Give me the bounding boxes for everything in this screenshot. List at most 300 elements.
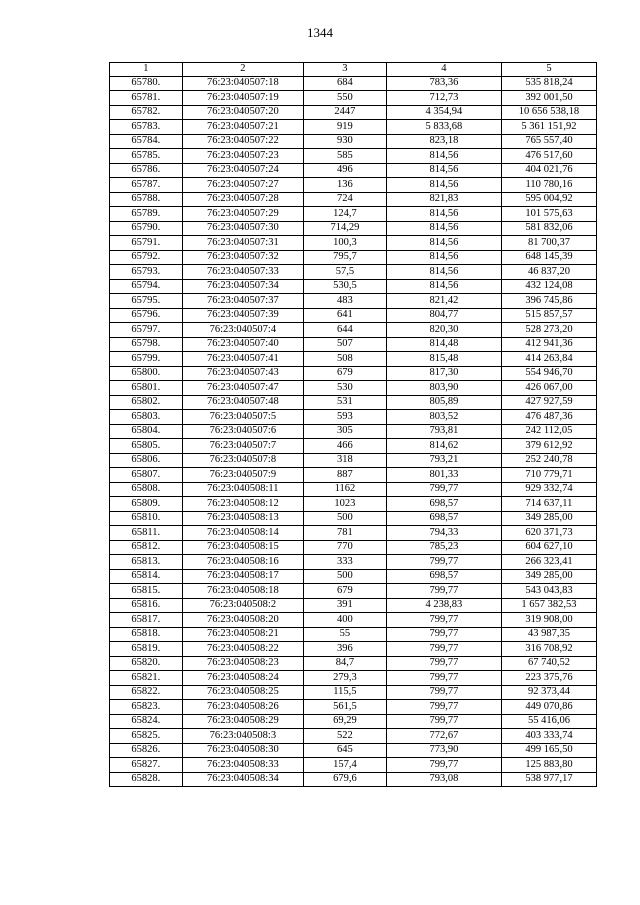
row-number-cell: 65828.: [110, 772, 183, 787]
area-cell: 684: [303, 76, 386, 91]
unit-value-cell: 814,56: [386, 265, 501, 280]
area-cell: 2447: [303, 105, 386, 120]
table-row: [110, 395, 597, 410]
row-number-cell: 65820.: [110, 656, 183, 671]
unit-value-cell: 799,77: [386, 656, 501, 671]
table-row: [110, 381, 597, 396]
row-number-cell: 65805.: [110, 439, 183, 454]
cadastral-number-cell: 76:23:040507:28: [182, 192, 303, 207]
area-cell: 522: [303, 729, 386, 744]
unit-value-cell: 799,77: [386, 642, 501, 657]
area-cell: 496: [303, 163, 386, 178]
area-cell: 400: [303, 613, 386, 628]
row-number-cell: 65802.: [110, 395, 183, 410]
unit-value-cell: 698,57: [386, 497, 501, 512]
table-row: [110, 105, 597, 120]
row-number-cell: 65780.: [110, 76, 183, 91]
cadastral-number-cell: 76:23:040507:27: [182, 178, 303, 193]
unit-value-cell: 817,30: [386, 366, 501, 381]
table-row: [110, 207, 597, 222]
table-row: [110, 120, 597, 135]
table-row: [110, 656, 597, 671]
table-row: [110, 439, 597, 454]
area-cell: 714,29: [303, 221, 386, 236]
area-cell: 641: [303, 308, 386, 323]
cadastral-value-cell: 499 165,50: [501, 743, 596, 758]
row-number-cell: 65808.: [110, 482, 183, 497]
cadastral-value-cell: 10 656 538,18: [501, 105, 596, 120]
unit-value-cell: 814,56: [386, 221, 501, 236]
column-header: 1: [110, 63, 183, 77]
area-cell: 100,3: [303, 236, 386, 251]
column-header: 5: [501, 63, 596, 77]
unit-value-cell: 814,56: [386, 279, 501, 294]
unit-value-cell: 799,77: [386, 482, 501, 497]
unit-value-cell: 804,77: [386, 308, 501, 323]
area-cell: 55: [303, 627, 386, 642]
cadastral-value-cell: 316 708,92: [501, 642, 596, 657]
unit-value-cell: 814,56: [386, 236, 501, 251]
area-cell: 644: [303, 323, 386, 338]
row-number-cell: 65818.: [110, 627, 183, 642]
area-cell: 679: [303, 366, 386, 381]
table-row: [110, 178, 597, 193]
row-number-cell: 65826.: [110, 743, 183, 758]
cadastral-number-cell: 76:23:040508:25: [182, 685, 303, 700]
row-number-cell: 65801.: [110, 381, 183, 396]
area-cell: 530,5: [303, 279, 386, 294]
row-number-cell: 65781.: [110, 91, 183, 106]
cadastral-value-cell: 432 124,08: [501, 279, 596, 294]
cadastral-value-cell: 476 517,60: [501, 149, 596, 164]
area-cell: 561,5: [303, 700, 386, 715]
cadastral-value-cell: 5 361 151,92: [501, 120, 596, 135]
cadastral-value-cell: 403 333,74: [501, 729, 596, 744]
table-row: [110, 584, 597, 599]
unit-value-cell: 803,90: [386, 381, 501, 396]
unit-value-cell: 793,21: [386, 453, 501, 468]
unit-value-cell: 799,77: [386, 714, 501, 729]
table-row: [110, 424, 597, 439]
row-number-cell: 65804.: [110, 424, 183, 439]
cadastral-number-cell: 76:23:040508:15: [182, 540, 303, 555]
unit-value-cell: 814,62: [386, 439, 501, 454]
cadastral-number-cell: 76:23:040508:29: [182, 714, 303, 729]
table-row: [110, 540, 597, 555]
cadastral-number-cell: 76:23:040507:8: [182, 453, 303, 468]
unit-value-cell: 799,77: [386, 627, 501, 642]
unit-value-cell: 785,23: [386, 540, 501, 555]
cadastral-number-cell: 76:23:040507:23: [182, 149, 303, 164]
unit-value-cell: 814,56: [386, 250, 501, 265]
row-number-cell: 65827.: [110, 758, 183, 773]
cadastral-value-cell: 379 612,92: [501, 439, 596, 454]
table-row: [110, 76, 597, 91]
row-number-cell: 65807.: [110, 468, 183, 483]
unit-value-cell: 805,89: [386, 395, 501, 410]
cadastral-number-cell: 76:23:040508:34: [182, 772, 303, 787]
area-cell: 531: [303, 395, 386, 410]
row-number-cell: 65819.: [110, 642, 183, 657]
unit-value-cell: 799,77: [386, 685, 501, 700]
area-cell: 530: [303, 381, 386, 396]
table-row: [110, 772, 597, 787]
cadastral-number-cell: 76:23:040508:14: [182, 526, 303, 541]
area-cell: 391: [303, 598, 386, 613]
cadastral-value-cell: 242 112,05: [501, 424, 596, 439]
row-number-cell: 65784.: [110, 134, 183, 149]
cadastral-number-cell: 76:23:040507:24: [182, 163, 303, 178]
unit-value-cell: 814,48: [386, 337, 501, 352]
area-cell: 69,29: [303, 714, 386, 729]
area-cell: 1023: [303, 497, 386, 512]
unit-value-cell: 698,57: [386, 511, 501, 526]
cadastral-number-cell: 76:23:040507:19: [182, 91, 303, 106]
cadastral-value-cell: 1 657 382,53: [501, 598, 596, 613]
unit-value-cell: 814,56: [386, 207, 501, 222]
cadastral-value-cell: 319 908,00: [501, 613, 596, 628]
unit-value-cell: 793,08: [386, 772, 501, 787]
cadastral-number-cell: 76:23:040507:22: [182, 134, 303, 149]
cadastral-number-cell: 76:23:040507:21: [182, 120, 303, 135]
table-row: [110, 410, 597, 425]
cadastral-number-cell: 76:23:040507:30: [182, 221, 303, 236]
cadastral-value-cell: 55 416,06: [501, 714, 596, 729]
row-number-cell: 65812.: [110, 540, 183, 555]
cadastral-number-cell: 76:23:040507:7: [182, 439, 303, 454]
area-cell: 550: [303, 91, 386, 106]
table-row: [110, 671, 597, 686]
area-cell: 919: [303, 120, 386, 135]
row-number-cell: 65785.: [110, 149, 183, 164]
table-row: [110, 192, 597, 207]
cadastral-number-cell: 76:23:040508:33: [182, 758, 303, 773]
area-cell: 57,5: [303, 265, 386, 280]
row-number-cell: 65797.: [110, 323, 183, 338]
unit-value-cell: 799,77: [386, 555, 501, 570]
cadastral-value-cell: 515 857,57: [501, 308, 596, 323]
cadastral-value-cell: 476 487,36: [501, 410, 596, 425]
area-cell: 483: [303, 294, 386, 309]
unit-value-cell: 773,90: [386, 743, 501, 758]
table-row: [110, 149, 597, 164]
cadastral-value-cell: 404 021,76: [501, 163, 596, 178]
table-row: [110, 642, 597, 657]
cadastral-value-cell: 449 070,86: [501, 700, 596, 715]
table-row: [110, 598, 597, 613]
row-number-cell: 65799.: [110, 352, 183, 367]
unit-value-cell: 803,52: [386, 410, 501, 425]
cadastral-number-cell: 76:23:040507:4: [182, 323, 303, 338]
row-number-cell: 65792.: [110, 250, 183, 265]
row-number-cell: 65790.: [110, 221, 183, 236]
unit-value-cell: 821,42: [386, 294, 501, 309]
area-cell: 593: [303, 410, 386, 425]
row-number-cell: 65795.: [110, 294, 183, 309]
area-cell: 279,3: [303, 671, 386, 686]
cadastral-value-cell: 67 740,52: [501, 656, 596, 671]
table-row: [110, 366, 597, 381]
unit-value-cell: 783,36: [386, 76, 501, 91]
cadastral-value-cell: 710 779,71: [501, 468, 596, 483]
unit-value-cell: 814,56: [386, 163, 501, 178]
cadastral-number-cell: 76:23:040508:21: [182, 627, 303, 642]
row-number-cell: 65813.: [110, 555, 183, 570]
row-number-cell: 65814.: [110, 569, 183, 584]
area-cell: 585: [303, 149, 386, 164]
cadastral-value-cell: 101 575,63: [501, 207, 596, 222]
row-number-cell: 65796.: [110, 308, 183, 323]
row-number-cell: 65825.: [110, 729, 183, 744]
cadastral-value-cell: 81 700,37: [501, 236, 596, 251]
table-body: [110, 76, 597, 787]
cadastral-value-cell: 125 883,80: [501, 758, 596, 773]
area-cell: 645: [303, 743, 386, 758]
cadastral-value-cell: 46 837,20: [501, 265, 596, 280]
table-row: [110, 729, 597, 744]
cadastral-table: [109, 62, 597, 787]
table-row: [110, 743, 597, 758]
cadastral-value-cell: 414 263,84: [501, 352, 596, 367]
row-number-cell: 65821.: [110, 671, 183, 686]
area-cell: 115,5: [303, 685, 386, 700]
cadastral-value-cell: 426 067,00: [501, 381, 596, 396]
cadastral-number-cell: 76:23:040508:18: [182, 584, 303, 599]
table-row: [110, 91, 597, 106]
cadastral-number-cell: 76:23:040508:24: [182, 671, 303, 686]
row-number-cell: 65810.: [110, 511, 183, 526]
row-number-cell: 65803.: [110, 410, 183, 425]
area-cell: 507: [303, 337, 386, 352]
row-number-cell: 65788.: [110, 192, 183, 207]
row-number-cell: 65800.: [110, 366, 183, 381]
cadastral-number-cell: 76:23:040508:2: [182, 598, 303, 613]
cadastral-number-cell: 76:23:040508:11: [182, 482, 303, 497]
cadastral-number-cell: 76:23:040507:5: [182, 410, 303, 425]
unit-value-cell: 801,33: [386, 468, 501, 483]
unit-value-cell: 698,57: [386, 569, 501, 584]
cadastral-value-cell: 538 977,17: [501, 772, 596, 787]
unit-value-cell: 799,77: [386, 700, 501, 715]
row-number-cell: 65794.: [110, 279, 183, 294]
cadastral-number-cell: 76:23:040508:13: [182, 511, 303, 526]
area-cell: 781: [303, 526, 386, 541]
cadastral-value-cell: 554 946,70: [501, 366, 596, 381]
area-cell: 508: [303, 352, 386, 367]
row-number-cell: 65798.: [110, 337, 183, 352]
cadastral-value-cell: 604 627,10: [501, 540, 596, 555]
row-number-cell: 65823.: [110, 700, 183, 715]
cadastral-number-cell: 76:23:040507:43: [182, 366, 303, 381]
column-header: 4: [386, 63, 501, 77]
cadastral-number-cell: 76:23:040507:29: [182, 207, 303, 222]
cadastral-number-cell: 76:23:040507:48: [182, 395, 303, 410]
area-cell: 500: [303, 569, 386, 584]
cadastral-value-cell: 412 941,36: [501, 337, 596, 352]
table-row: [110, 555, 597, 570]
cadastral-value-cell: 620 371,73: [501, 526, 596, 541]
cadastral-number-cell: 76:23:040508:3: [182, 729, 303, 744]
unit-value-cell: 4 238,83: [386, 598, 501, 613]
unit-value-cell: 814,56: [386, 178, 501, 193]
area-cell: 795,7: [303, 250, 386, 265]
cadastral-number-cell: 76:23:040507:37: [182, 294, 303, 309]
row-number-cell: 65806.: [110, 453, 183, 468]
cadastral-value-cell: 929 332,74: [501, 482, 596, 497]
cadastral-number-cell: 76:23:040508:17: [182, 569, 303, 584]
cadastral-number-cell: 76:23:040508:22: [182, 642, 303, 657]
cadastral-number-cell: 76:23:040507:9: [182, 468, 303, 483]
row-number-cell: 65793.: [110, 265, 183, 280]
unit-value-cell: 4 354,94: [386, 105, 501, 120]
cadastral-value-cell: 266 323,41: [501, 555, 596, 570]
table-row: [110, 323, 597, 338]
cadastral-number-cell: 76:23:040507:6: [182, 424, 303, 439]
cadastral-value-cell: 349 285,00: [501, 511, 596, 526]
table-row: [110, 526, 597, 541]
cadastral-value-cell: 581 832,06: [501, 221, 596, 236]
area-cell: 466: [303, 439, 386, 454]
unit-value-cell: 712,73: [386, 91, 501, 106]
row-number-cell: 65816.: [110, 598, 183, 613]
unit-value-cell: 772,67: [386, 729, 501, 744]
table-row: [110, 714, 597, 729]
table-row: [110, 453, 597, 468]
unit-value-cell: 815,48: [386, 352, 501, 367]
row-number-cell: 65809.: [110, 497, 183, 512]
unit-value-cell: 799,77: [386, 671, 501, 686]
table-row: [110, 613, 597, 628]
table-row: [110, 236, 597, 251]
row-number-cell: 65787.: [110, 178, 183, 193]
area-cell: 500: [303, 511, 386, 526]
unit-value-cell: 794,33: [386, 526, 501, 541]
area-cell: 396: [303, 642, 386, 657]
table-row: [110, 685, 597, 700]
unit-value-cell: 821,83: [386, 192, 501, 207]
table-header-row: [110, 63, 597, 77]
area-cell: 333: [303, 555, 386, 570]
cadastral-number-cell: 76:23:040507:20: [182, 105, 303, 120]
cadastral-number-cell: 76:23:040508:30: [182, 743, 303, 758]
cadastral-value-cell: 427 927,59: [501, 395, 596, 410]
table-row: [110, 250, 597, 265]
area-cell: 770: [303, 540, 386, 555]
row-number-cell: 65791.: [110, 236, 183, 251]
table-row: [110, 758, 597, 773]
cadastral-number-cell: 76:23:040507:31: [182, 236, 303, 251]
cadastral-value-cell: 349 285,00: [501, 569, 596, 584]
column-header: 3: [303, 63, 386, 77]
cadastral-number-cell: 76:23:040508:20: [182, 613, 303, 628]
row-number-cell: 65817.: [110, 613, 183, 628]
table-row: [110, 352, 597, 367]
area-cell: 1162: [303, 482, 386, 497]
table-row: [110, 468, 597, 483]
cadastral-number-cell: 76:23:040507:33: [182, 265, 303, 280]
column-header: 2: [182, 63, 303, 77]
table-row: [110, 337, 597, 352]
cadastral-number-cell: 76:23:040507:39: [182, 308, 303, 323]
table-row: [110, 279, 597, 294]
area-cell: 930: [303, 134, 386, 149]
row-number-cell: 65782.: [110, 105, 183, 120]
unit-value-cell: 799,77: [386, 584, 501, 599]
table-row: [110, 294, 597, 309]
cadastral-number-cell: 76:23:040508:23: [182, 656, 303, 671]
cadastral-number-cell: 76:23:040508:26: [182, 700, 303, 715]
table-row: [110, 308, 597, 323]
cadastral-number-cell: 76:23:040507:40: [182, 337, 303, 352]
cadastral-number-cell: 76:23:040507:47: [182, 381, 303, 396]
cadastral-value-cell: 765 557,40: [501, 134, 596, 149]
area-cell: 124,7: [303, 207, 386, 222]
area-cell: 887: [303, 468, 386, 483]
row-number-cell: 65786.: [110, 163, 183, 178]
area-cell: 84,7: [303, 656, 386, 671]
cadastral-value-cell: 714 637,11: [501, 497, 596, 512]
cadastral-value-cell: 392 001,50: [501, 91, 596, 106]
unit-value-cell: 5 833,68: [386, 120, 501, 135]
row-number-cell: 65783.: [110, 120, 183, 135]
area-cell: 318: [303, 453, 386, 468]
cadastral-value-cell: 528 273,20: [501, 323, 596, 338]
area-cell: 679: [303, 584, 386, 599]
table-row: [110, 569, 597, 584]
area-cell: 305: [303, 424, 386, 439]
table-row: [110, 511, 597, 526]
cadastral-value-cell: 543 043,83: [501, 584, 596, 599]
table-row: [110, 221, 597, 236]
unit-value-cell: 814,56: [386, 149, 501, 164]
area-cell: 724: [303, 192, 386, 207]
cadastral-number-cell: 76:23:040507:18: [182, 76, 303, 91]
area-cell: 157,4: [303, 758, 386, 773]
table-row: [110, 627, 597, 642]
unit-value-cell: 799,77: [386, 758, 501, 773]
area-cell: 136: [303, 178, 386, 193]
cadastral-value-cell: 595 004,92: [501, 192, 596, 207]
cadastral-value-cell: 396 745,86: [501, 294, 596, 309]
cadastral-number-cell: 76:23:040507:32: [182, 250, 303, 265]
table-row: [110, 163, 597, 178]
cadastral-value-cell: 43 987,35: [501, 627, 596, 642]
unit-value-cell: 793,81: [386, 424, 501, 439]
cadastral-value-cell: 223 375,76: [501, 671, 596, 686]
table-row: [110, 700, 597, 715]
cadastral-number-cell: 76:23:040508:16: [182, 555, 303, 570]
table-row: [110, 134, 597, 149]
cadastral-value-cell: 252 240,78: [501, 453, 596, 468]
cadastral-number-cell: 76:23:040507:41: [182, 352, 303, 367]
cadastral-number-cell: 76:23:040507:34: [182, 279, 303, 294]
row-number-cell: 65822.: [110, 685, 183, 700]
unit-value-cell: 799,77: [386, 613, 501, 628]
table-row: [110, 497, 597, 512]
row-number-cell: 65789.: [110, 207, 183, 222]
unit-value-cell: 820,30: [386, 323, 501, 338]
row-number-cell: 65815.: [110, 584, 183, 599]
unit-value-cell: 823,18: [386, 134, 501, 149]
table-row: [110, 482, 597, 497]
cadastral-value-cell: 648 145,39: [501, 250, 596, 265]
cadastral-value-cell: 535 818,24: [501, 76, 596, 91]
area-cell: 679,6: [303, 772, 386, 787]
row-number-cell: 65811.: [110, 526, 183, 541]
cadastral-value-cell: 110 780,16: [501, 178, 596, 193]
row-number-cell: 65824.: [110, 714, 183, 729]
cadastral-number-cell: 76:23:040508:12: [182, 497, 303, 512]
